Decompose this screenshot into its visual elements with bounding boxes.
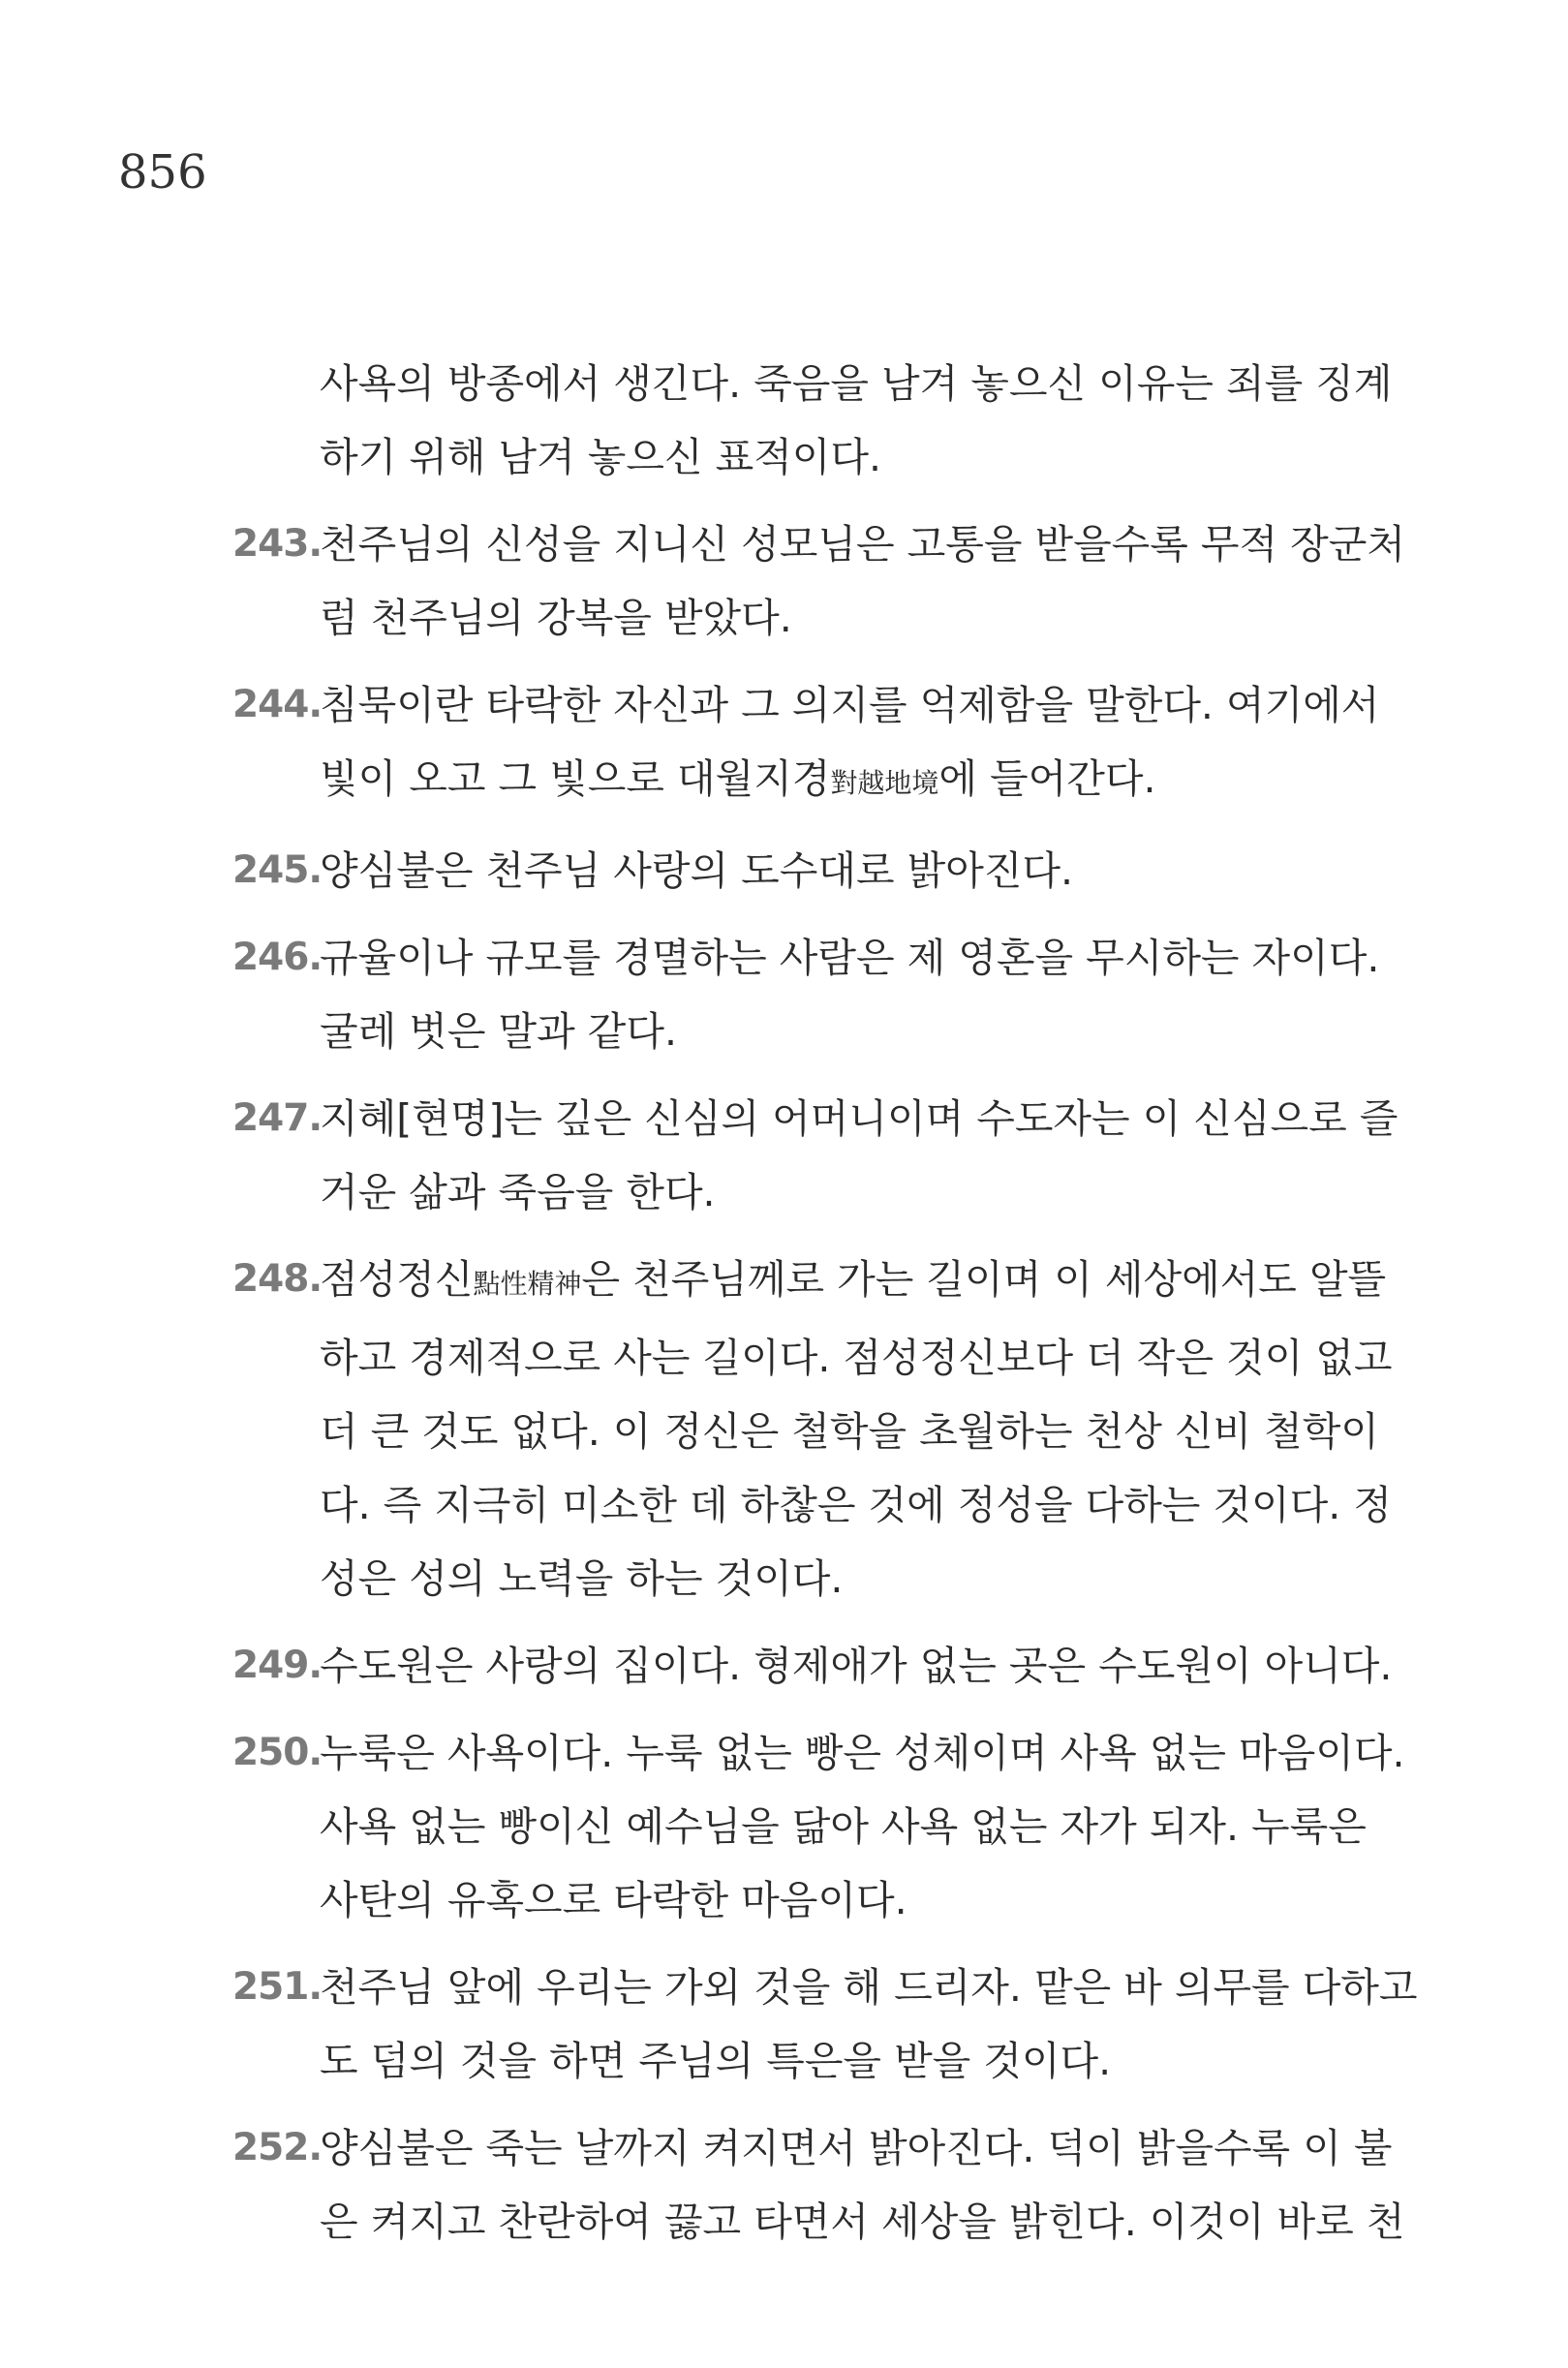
item-number: 252. <box>232 2126 323 2169</box>
list-item <box>232 1082 1399 1229</box>
item-number: 243. <box>232 522 323 566</box>
item-number: 251. <box>232 1965 323 2009</box>
item-number: 246. <box>232 936 323 979</box>
text-line: 침묵이란 타락한 자신과 그 의지를 억제함을 말한다. 여기에서 <box>320 682 1380 728</box>
item-number: 248. <box>232 1257 323 1301</box>
text-line: 굴레 벗은 말과 같다. <box>320 1008 677 1055</box>
text-line: 사탄의 유혹으로 타락한 마음이다. <box>320 1877 907 1923</box>
item-number: 250. <box>232 1731 323 1774</box>
text-line: 양심불은 천주님 사랑의 도수대로 밝아진다. <box>320 847 1074 894</box>
text-line: 성은 성의 노력을 하는 것이다. <box>320 1555 844 1602</box>
text-line: 규율이나 규모를 경멸하는 사람은 제 영혼을 무시하는 자이다. <box>320 935 1380 981</box>
numbered-list <box>232 507 1418 2259</box>
list-item <box>232 2111 1405 2259</box>
text-line: 수도원은 사랑의 집이다. 형제애가 없는 곳은 수도원이 아니다. <box>320 1643 1393 1689</box>
intro-paragraph <box>232 347 1393 494</box>
list-item <box>232 668 1380 820</box>
item-number: 249. <box>232 1644 323 1687</box>
item-number: 244. <box>232 683 323 726</box>
text-line: 점성정신點性精神은 천주님께로 가는 길이며 이 세상에서도 알뜰 <box>320 1256 1387 1303</box>
text-line: 천주님 앞에 우리는 가외 것을 해 드리자. 맡은 바 의무를 다하고 <box>320 1964 1418 2011</box>
list-item <box>232 1716 1405 1937</box>
list-item <box>232 1951 1418 2098</box>
page-body <box>232 347 1418 2272</box>
list-item <box>232 1243 1393 1615</box>
text-line: 거운 삶과 죽음을 한다. <box>320 1169 716 1215</box>
text-line: 사욕 없는 빵이신 예수님을 닮아 사욕 없는 자가 되자. 누룩은 <box>320 1803 1367 1850</box>
text-line: 사욕의 방종에서 생긴다. 죽음을 남겨 놓으신 이유는 죄를 징계 <box>320 360 1393 407</box>
text-line: 양심불은 죽는 날까지 켜지면서 밝아진다. 덕이 밝을수록 이 불 <box>320 2125 1393 2171</box>
page-number: 856 <box>118 145 207 200</box>
text-line: 빛이 오고 그 빛으로 대월지경對越地境에 들어간다. <box>320 755 1156 802</box>
item-number: 245. <box>232 848 323 892</box>
text-line: 럼 천주님의 강복을 받았다. <box>320 595 792 641</box>
text-line: 도 덤의 것을 하면 주님의 특은을 받을 것이다. <box>320 2038 1112 2084</box>
text-line: 하기 위해 남겨 놓으신 표적이다. <box>320 434 882 480</box>
text-line: 천주님의 신성을 지니신 성모님은 고통을 받을수록 무적 장군처 <box>320 521 1405 568</box>
list-item <box>232 507 1405 655</box>
item-number: 247. <box>232 1096 323 1140</box>
text-line: 더 큰 것도 없다. 이 정신은 철학을 초월하는 천상 신비 철학이 <box>320 1408 1379 1455</box>
text-line: 누룩은 사욕이다. 누룩 없는 빵은 성체이며 사욕 없는 마음이다. <box>320 1730 1405 1776</box>
list-item <box>232 921 1380 1068</box>
text-line: 지혜[현명]는 깊은 신심의 어머니이며 수도자는 이 신심으로 즐 <box>320 1095 1399 1142</box>
text-line: 은 켜지고 찬란하여 끓고 타면서 세상을 밝힌다. 이것이 바로 천 <box>320 2199 1405 2245</box>
list-item <box>232 834 1312 907</box>
text-line: 하고 경제적으로 사는 길이다. 점성정신보다 더 작은 것이 없고 <box>320 1335 1393 1381</box>
text-line: 다. 즉 지극히 미소한 데 하찮은 것에 정성을 다하는 것이다. 정 <box>320 1482 1392 1528</box>
list-item <box>232 1629 1393 1703</box>
